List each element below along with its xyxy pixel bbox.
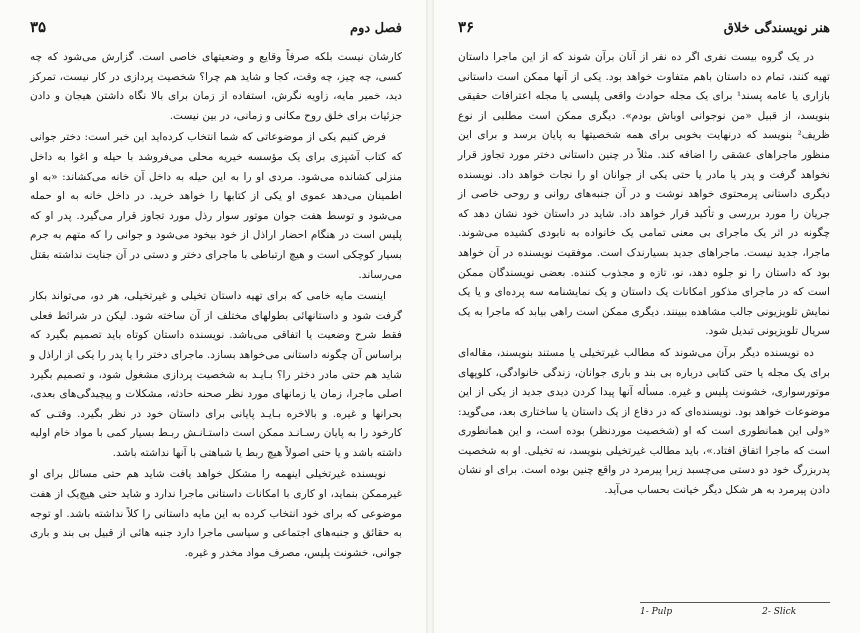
- chapter-title: فصل دوم: [350, 21, 402, 36]
- paragraph: در یک گروه بیست نفری اگر ده نفر از آنان برآن شوند که از این ماجرا داستان تهیه کنند، تمام ده داستان باهم متفاوت خواهد بود. یکی از آنها ممکن است داستانی بازاری یا عامه پسند¹ برای یک مجله حوادث واقعی پلیسی یا مجله اعترافات حقیقی بنویسد، از قبیل «من نوجوانی اوباش بودم». دیگری ممکن است مطلبی از نوع ظریف² بنویسد که درنهایت بخوبی برای همه شخصیتها به پایان برسد و برای این منظور ماجراهای عشقی را اضافه کند. مثلاً در چنین داستانی دختر مورد تجاوز قرار نخواهد گرفت و پدر یا مادر یا حتی یکی از جوانان او را نجات خواهد داد. نویسنده دیگری داستانی پرمحتوی خواهد نوشت و در آن جنبه‌های روانی و روحی خاصی از جریان را مورد بررسی و تأکید قرار خواهد داد. شاید در داستان خود نشان دهد که چگونه در اثر یک ماجرای بی معنی تمامی یک خانواده به نابودی کشیده می‌شوند. ماجرا، جدید نیست. ماجراهای جدید بسیارندک است. موفقیت نویسنده در آن خواهد بود که داستان را نو جلوه دهد، نو، تازه و مجذوب کننده. بعضی نویسندگان ممکن است که در ماجرای مذکور امکانات یک داستان و یک نمایشنامه سه پرده‌ای و یا یک نمایش تلویزیونی جالب مشاهده ببینند. دیگری ممکن است راهی بیابد که ماجرا به یک سریال تلویزیونی تبدیل شود.: [458, 51, 830, 338]
- paragraph: کارشان نیست بلکه صرفاً وقایع و وضعیتهای خاصی است. گزارش می‌شود که چه کسی، چه چیز، چه وقت، کجا و شاید هم چرا؟ شخصیت پردازی در کار نیست، تمرکز دید، خمیر مایه، زاویه نگرش، استفاده از زمان برای بالا نگاه داشتن هیجان و دادن جزئیات برای خلق روح مکانی و زمانی، در بین نیست.: [30, 51, 402, 122]
- footnotes: [640, 602, 830, 617]
- paragraph: فرض کنیم یکی از موضوعاتی که شما انتخاب کرده‌اید این خبر است: دختر جوانی که کتاب آشپزی برای یک مؤسسه خیریه محلی می‌فروشد با حیله و اغوا به داخل منزلی کشانده می‌شود. مردی او را به این حیله به داخل آن خانه می‌کشاند: «به او اطمینان می‌دهد عموی او یکی از کتابها را خواهد خرید. در داخل خانه به او حمله می‌شود و توسط هفت جوان موتور سوار رذل مورد تجاوز قرار می‌گیرد. پدر او که پلیس است در هنگام احضار اراذل از خود بیخود می‌شود و جوانی را که متهم به جرم بسیار کوچکی است و هیچ ارتباطی با ماجرای دختر و دستی در آن جنایت نداشته بقتل می‌رساند.: [30, 131, 402, 281]
- right-page: [430, 0, 860, 633]
- paragraph: نویسنده غیرتخیلی اینهمه را مشکل خواهد یافت شاید هم حتی مسائل برای او غیرممکن بنماید، او کاری با امکانات داستانی ماجرا ندارد و شاید حتی هیچ‌یک از هفت موضوعی که برای خود انتخاب کرده به این مایه داستانی را کلاً نداشته باشد. او توجه به حقائق و جنبه‌های اجتماعی و سیاسی ماجرا دارد جنبه هائی از قبیل بی بند و باری جوانی، خشونت پلیس، مصرف مواد مخدر و غیره.: [30, 468, 402, 559]
- right-page-body: [458, 48, 830, 501]
- footnote: 1- Pulp: [640, 607, 673, 617]
- page-number-left: ۳۵: [30, 18, 47, 36]
- paragraph: ده نویسنده دیگر برآن می‌شوند که مطالب غیرتخیلی یا مستند بنویسند، مقاله‌ای برای یک مجله یا حتی کتابی درباره بی بند و باری جوانان، زندگی خانوادگی، کلوپهای موتورسواری، خشونت پلیس و غیره. مسأله آنها پیدا کردن دیدی جدید از یکی از این موضوعات خواهد بود. نویسنده‌ای که در دفاع از یک داستان یا ساختاری بعد، می‌گوید: «ولی این همانطوری است که او (شخصیت موردنظر) بوده است، و این همانطوری است که ماجرا اتفاق افتاد.»، باید مطالب غیرتخیلی بنویسد، نه تخیلی. او به شخصیت پدربزرگ خود دو دستی می‌چسبد زیرا پیرمرد در واقع چنین بوده است. برای او نشان دادن پیرمرد به هر شکل دیگر خیانت بحساب می‌آید.: [458, 346, 830, 497]
- paragraph: اینست مایه خامی که برای تهیه داستان تخیلی و غیرتخیلی، هر دو، می‌تواند بکار گرفت شود و داستانهائی بطولهای مختلف از آن ساخته شود. لیکن در شرائط فعلی فقط شرح وضعیت یا اتفاقی می‌باشد. نویسنده داستان کوتاه باید تصمیم بگیرد که براساس آن چگونه داستانی می‌خواهد بسازد. ماجرای دختر را یا پدر را یکی از اراذل و شاید هم حتی مادر دختر را؟ بـایـد به شخصیت پردازی مشغول شود، و تصمیم بگیرد اصلی ماجرا، زمان یا زمانهای مورد نظر صحنه حادثه، مشکلات و پیچیدگی‌های بعدی، بحرانها و غیره. و بالاخره بـایـد پایانی برای داستان خود در نظر بگیرد. وقتـی که کارخود را به پایان رسـانـد ممکن است داستـانـش ربـط بسیار کمی با مواد خام اولیه داشته باشد و یا حتی اصولاً هیچ ربط یا شباهتی با آنها نداشته باشد.: [30, 290, 402, 459]
- book-title: هنر نویسندگی خلاق: [723, 21, 830, 36]
- left-page-header: [30, 18, 402, 40]
- right-page-header: [458, 18, 830, 40]
- footnote: 2- Slick: [762, 607, 797, 617]
- left-page-body: [30, 48, 402, 563]
- page-number-right: ۳۶: [458, 18, 475, 36]
